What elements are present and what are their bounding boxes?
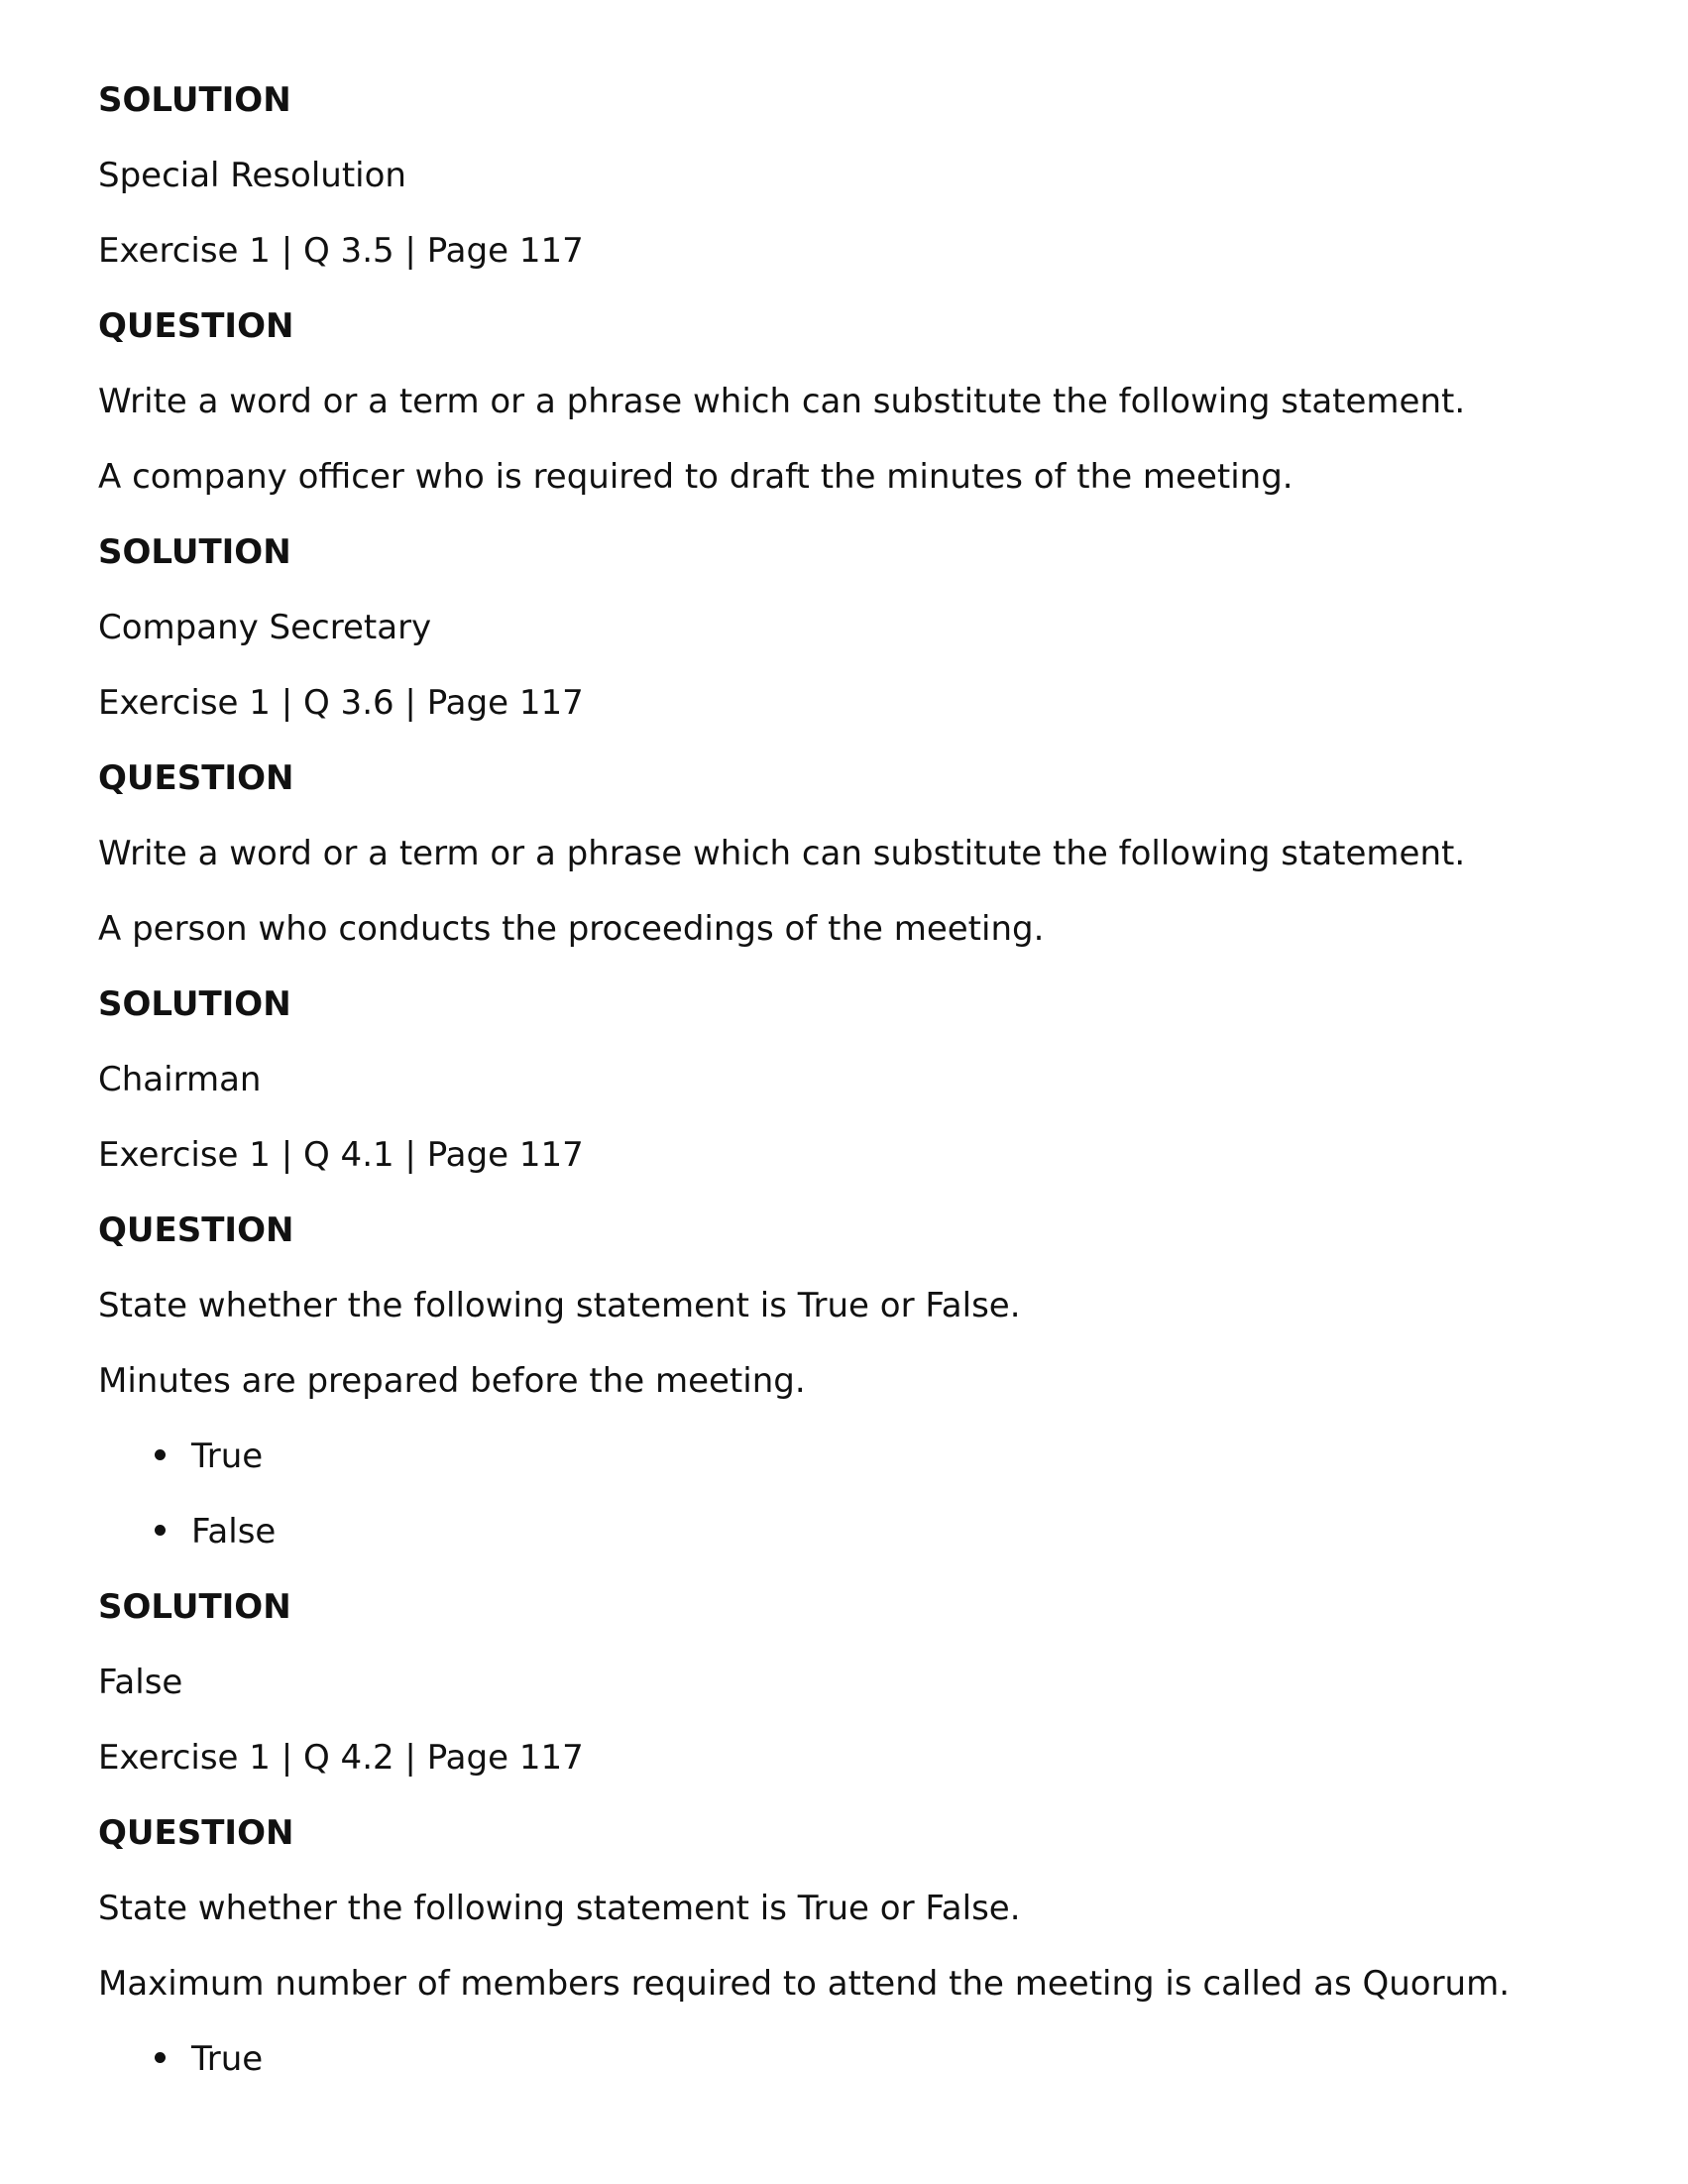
option-text: True [191, 2039, 264, 2079]
question-statement: Maximum number of members required to attend the meeting is called as Quorum. [98, 1964, 1511, 2004]
option-text: True [191, 1437, 264, 1476]
bullet-icon [155, 2052, 166, 2063]
solution-heading: SOLUTION [98, 1587, 291, 1627]
exercise-reference: Exercise 1 | Q 4.2 | Page 117 [98, 1738, 584, 1778]
answer-text: Company Secretary [98, 608, 432, 647]
question-statement: A company officer who is required to draft the minutes of the meeting. [98, 457, 1294, 497]
question-instruction: State whether the following statement is True or False. [98, 1889, 1021, 1928]
question-statement: A person who conducts the proceedings of the meeting. [98, 909, 1045, 949]
answer-text: Chairman [98, 1060, 262, 1099]
question-instruction: Write a word or a term or a phrase which can substitute the following statement. [98, 382, 1466, 421]
question-heading: QUESTION [98, 306, 294, 346]
solution-heading: SOLUTION [98, 80, 291, 120]
exercise-reference: Exercise 1 | Q 3.6 | Page 117 [98, 683, 584, 723]
question-statement: Minutes are prepared before the meeting. [98, 1361, 806, 1401]
solution-heading: SOLUTION [98, 984, 291, 1024]
bullet-icon [155, 1449, 166, 1460]
question-heading: QUESTION [98, 758, 294, 798]
option-text: False [191, 1512, 277, 1552]
question-heading: QUESTION [98, 1210, 294, 1250]
bullet-icon [155, 1525, 166, 1536]
question-instruction: State whether the following statement is True or False. [98, 1286, 1021, 1325]
answer-text: Special Resolution [98, 156, 406, 195]
answer-text: False [98, 1663, 183, 1702]
exercise-reference: Exercise 1 | Q 3.5 | Page 117 [98, 231, 584, 271]
solution-heading: SOLUTION [98, 532, 291, 572]
question-instruction: Write a word or a term or a phrase which can substitute the following statement. [98, 834, 1466, 873]
exercise-reference: Exercise 1 | Q 4.1 | Page 117 [98, 1135, 584, 1175]
question-heading: QUESTION [98, 1813, 294, 1853]
